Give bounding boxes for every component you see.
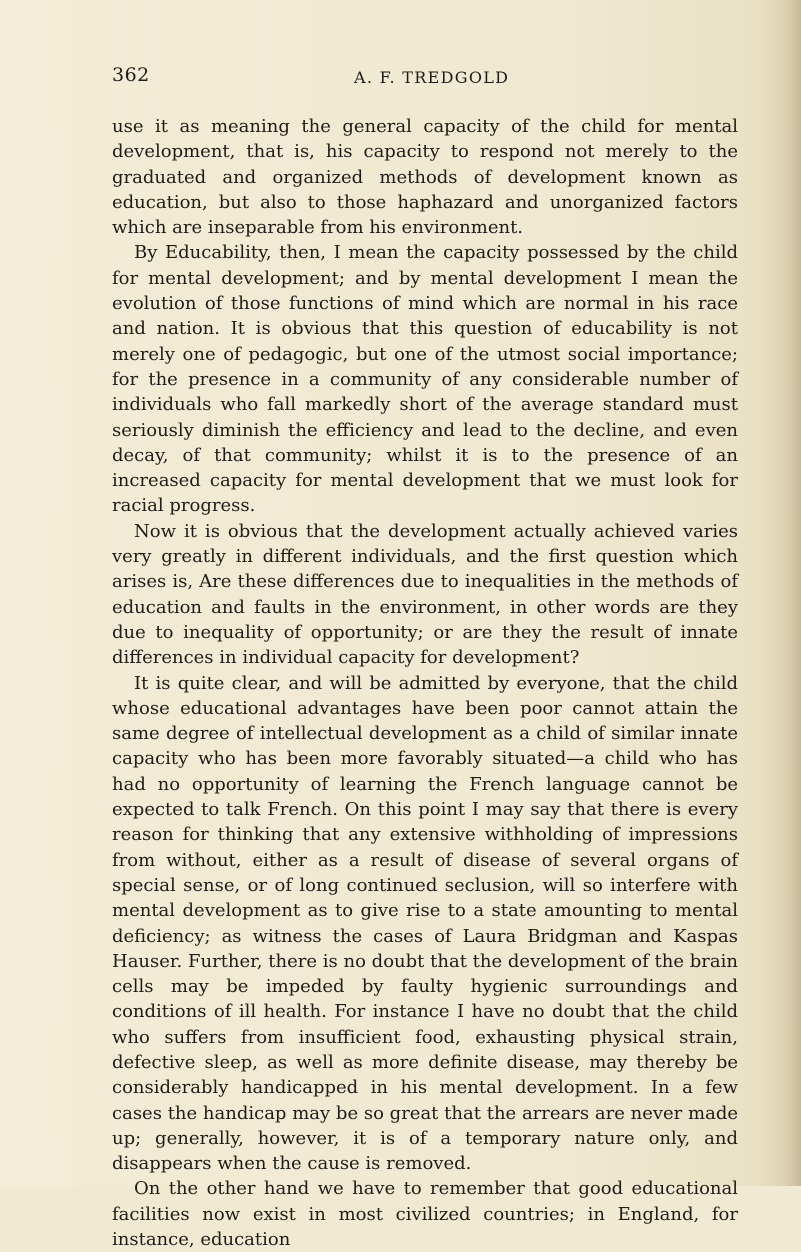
- page-edge-shadow: [759, 0, 801, 1186]
- paragraph: Now it is obvious that the development actually achieved varies very greatly in different individuals, and the first question which arises is, Are these differences due to inequalities in the methods of education and faults in the environment, in other words are they due to inequality of opportunity; or are they the result of innate differences in individual capacity for development?: [112, 520, 738, 669]
- paragraph: It is quite clear, and will be admitted by everyone, that the child whose educational advantages have been poor cannot attain the same degree of intellectual development as a child of similar innate capacity who has been more favorably situated—a child who has had no opportunity of learning the French language cannot be expected to talk French. On this point I may say that there is every reason for thinking that any extensive withholding of impressions from without, either as a result of disease of several organs of special sense, or of long continued seclusion, will so interfere with mental development as to give rise to a state amounting to mental deficiency; as witness the cases of Laura Bridgman and Kaspas Hauser. Further, there is no doubt that the development of the brain cells may be impeded by faulty hygienic surroundings and conditions of ill health. For instance I have no doubt that the child who suffers from insufficient food, exhausting physical strain, defective sleep, as well as more definite disease, may thereby be considerably handicapped in his mental development. In a few cases the handicap may be so great that the arrears are never made up; generally, however, it is of a temporary nature only, and disappears when the cause is removed.: [112, 672, 738, 1175]
- paragraph: use it as meaning the general capacity of the child for mental development, that is, his capacity to respond not merely to the graduated and organized methods of development known as education, but also to those haphazard and unorganized factors which are inseparable from his environment.: [112, 116, 738, 239]
- body-text: [112, 114, 738, 1252]
- page-number: 362: [112, 64, 150, 86]
- paragraph: By Educability, then, I mean the capacity possessed by the child for mental development; and by mental development I mean the evolution of those functions of mind which are normal in his race and nation. It is obvious that this question of educability is not merely one of pedagogic, but one of the utmost social importance; for the presence in a community of any considerable number of individuals who fall markedly short of the average standard must seriously diminish the efficiency and lead to the decline, and even decay, of that community; whilst it is to the presence of an increased capacity for mental development that we must look for racial progress.: [112, 242, 738, 517]
- page-header: [112, 64, 732, 94]
- running-head: A. F. TREDGOLD: [354, 68, 510, 87]
- paragraph: On the other hand we have to remember that good educational facilities now exist in most civilized countries; in England, for instance, education: [112, 1178, 738, 1251]
